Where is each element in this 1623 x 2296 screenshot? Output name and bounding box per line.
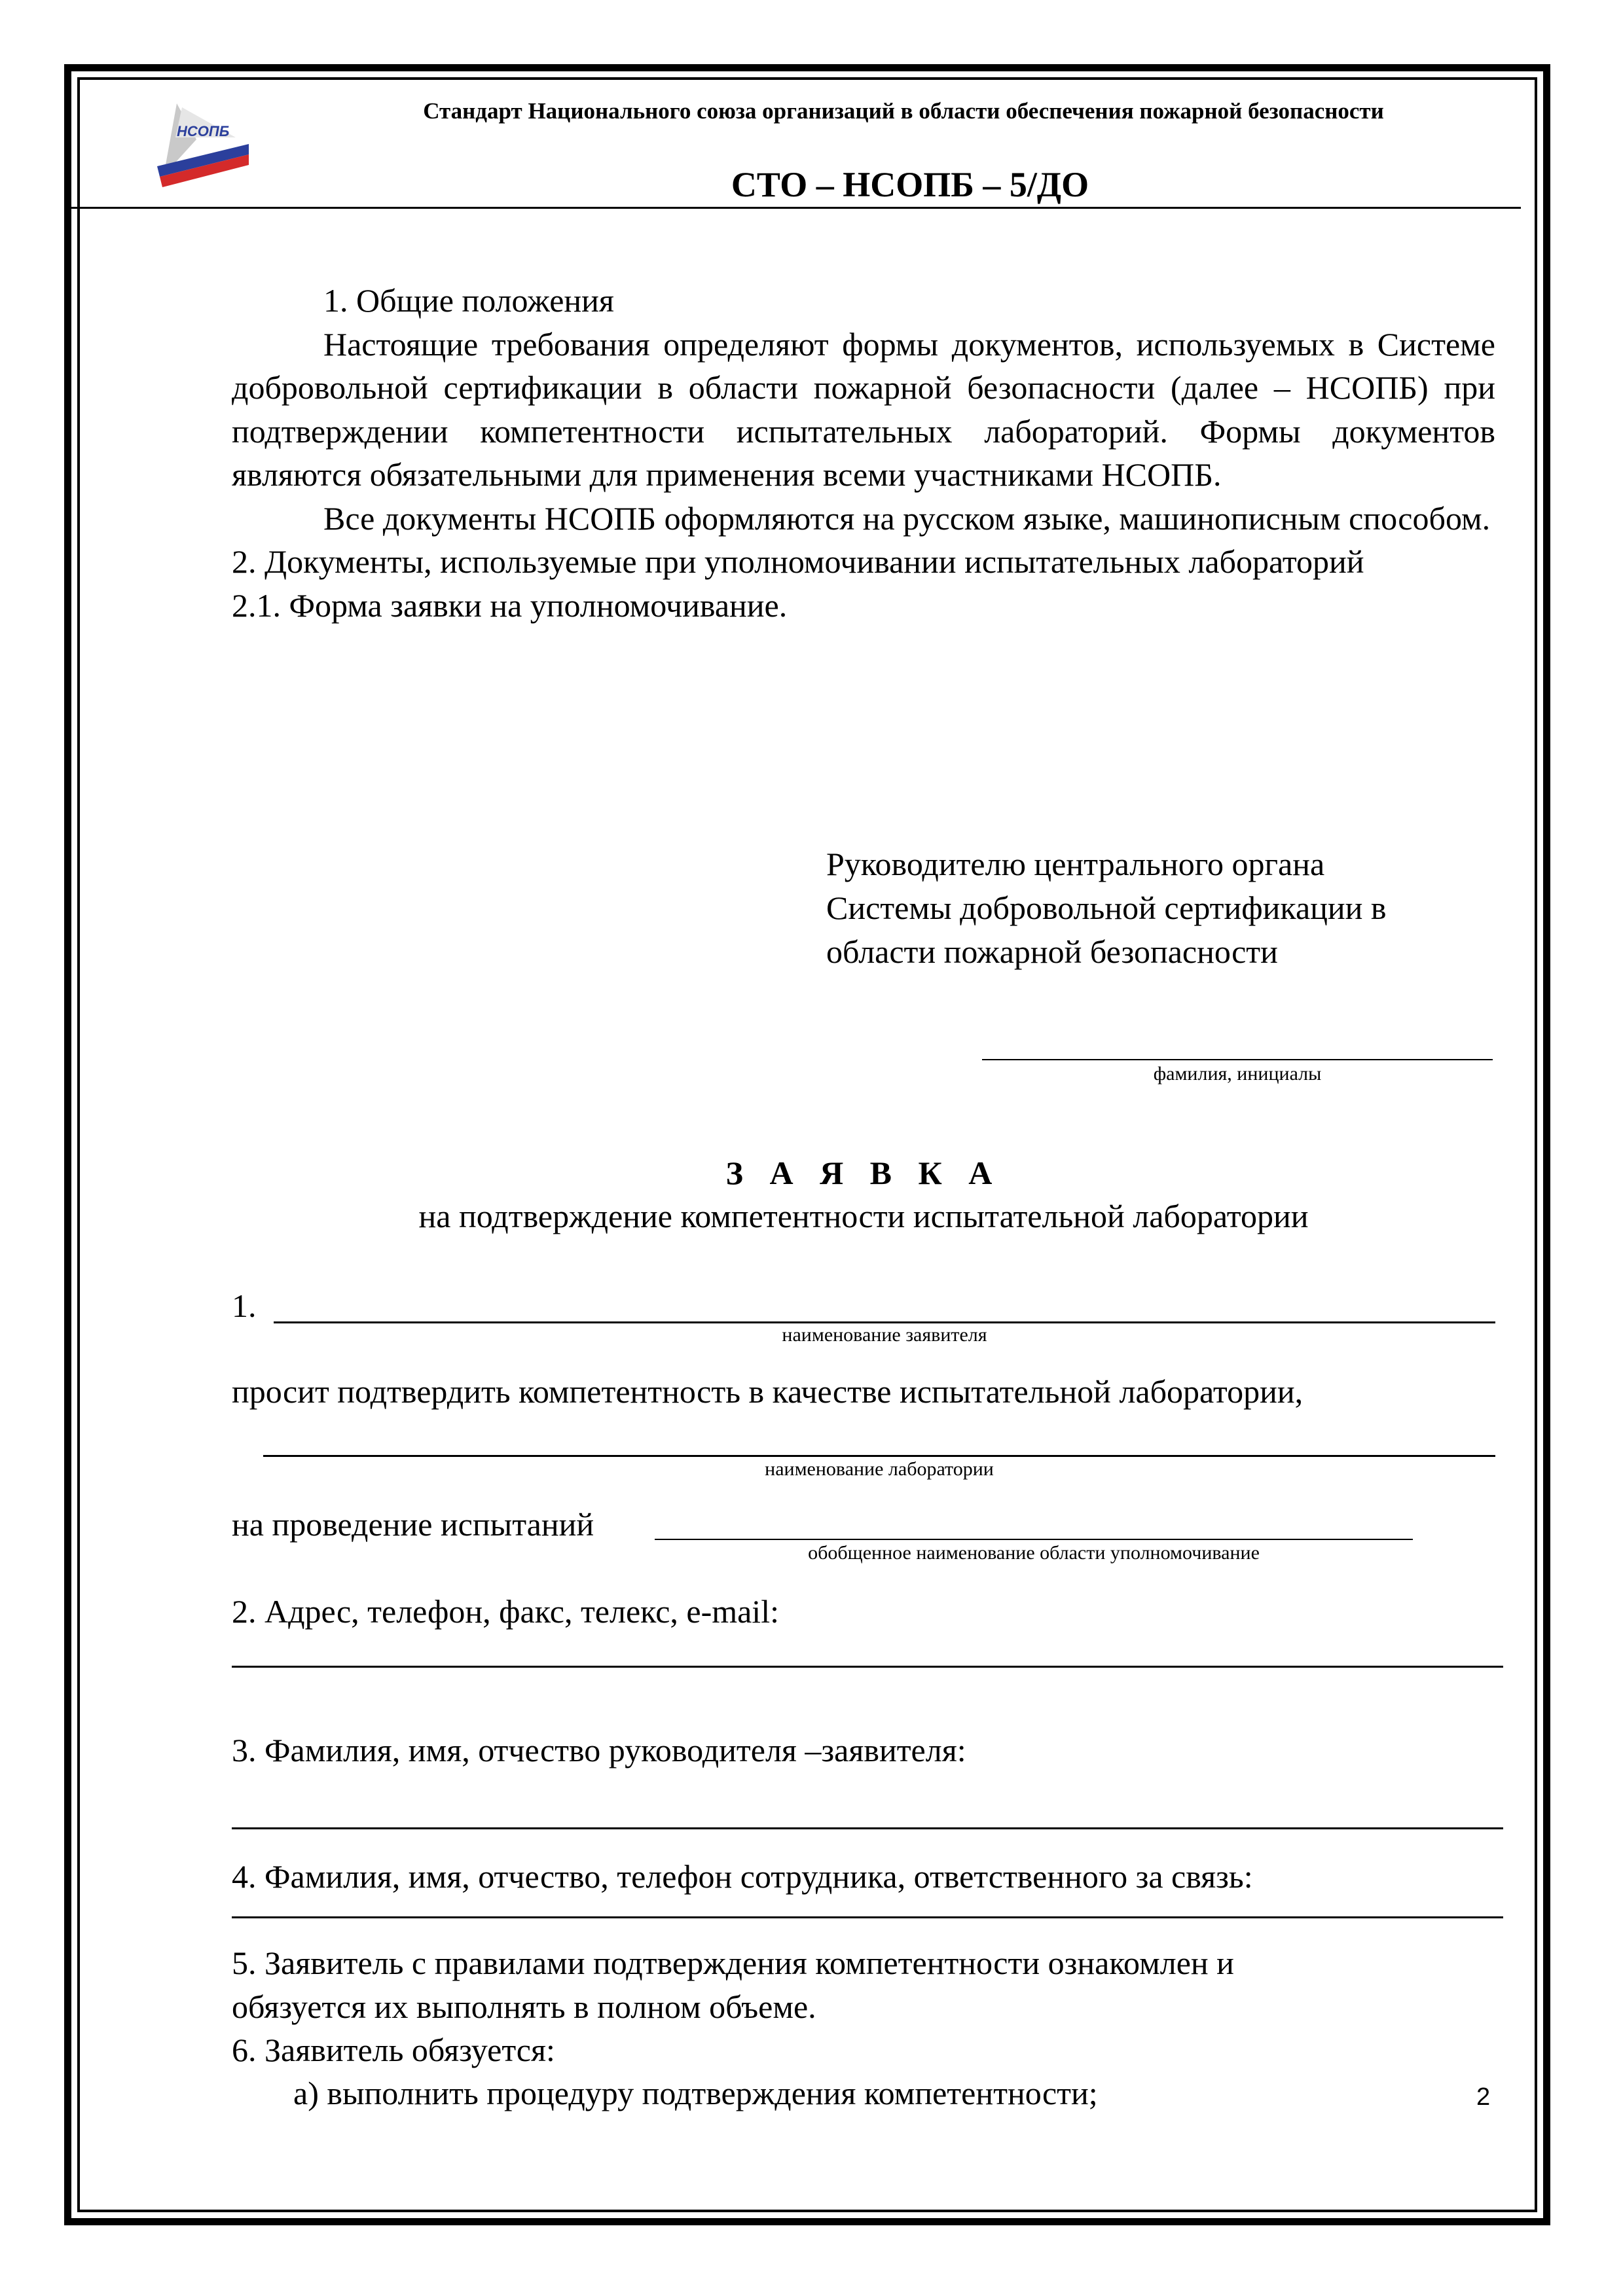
logo-text: НСОПБ <box>177 123 230 139</box>
page-number: 2 <box>1476 2083 1491 2111</box>
address-field[interactable] <box>232 1666 1503 1668</box>
section-heading-2-1: 2.1. Форма заявки на уполномочивание. <box>232 586 788 624</box>
document-code: СТО – НСОПБ – 5/ДО <box>731 165 1089 204</box>
contact-person-field[interactable] <box>232 1916 1503 1918</box>
addressee-line-3: области пожарной безопасности <box>826 933 1278 970</box>
item-5-line-1: 5. Заявитель с правилами подтверждения компетентности ознакомлен и <box>232 1945 1234 1981</box>
general-provisions <box>232 279 1495 627</box>
test-scope-caption: обобщенное наименование области уполномочивание <box>808 1542 1260 1564</box>
addressee-block <box>826 842 1481 974</box>
section-heading-1: 1. Общие положения <box>323 282 614 319</box>
item-6a: а) выполнить процедуру подтверждения компетентности; <box>293 2075 1098 2111</box>
tests-text: на проведение испытаний <box>232 1506 594 1543</box>
item-5-line-2: обязуется их выполнять в полном объеме. <box>232 1988 816 2025</box>
item-2-address: 2. Адрес, телефон, факс, телекс, e-mail: <box>232 1593 779 1630</box>
form-title: З А Я В К А <box>725 1155 1002 1191</box>
standard-header: Стандарт Национального союза организаций в области обеспечения пожарной безопасности <box>423 98 1384 124</box>
applicant-name-caption: наименование заявителя <box>782 1324 987 1346</box>
paragraph-language: Все документы НСОПБ оформляются на русском языке, машинописным способом. <box>323 499 1491 537</box>
request-text: просит подтвердить компетентность в качестве испытательной лаборатории, <box>232 1373 1304 1410</box>
paragraph-requirements: Настоящие требования определяют формы документов, используемых в Системе добровольной сертификации в области пожарной безопасности (далее – НСОПБ) при подтверждении компетентности испытательных лабораторий. Формы документов являются обязательными для применения всеми участниками НСОПБ. <box>232 325 1495 493</box>
nsopb-logo <box>157 103 249 188</box>
addressee-line-2: Системы добровольной сертификации в <box>826 889 1387 926</box>
item-3-director: 3. Фамилия, имя, отчество руководителя –заявителя: <box>232 1732 966 1768</box>
form-subtitle: на подтверждение компетентности испытательной лаборатории <box>418 1198 1309 1234</box>
addressee-name-field[interactable] <box>982 1059 1493 1060</box>
item-4-contact: 4. Фамилия, имя, отчество, телефон сотрудника, ответственного за связь: <box>232 1858 1253 1895</box>
item-6-heading: 6. Заявитель обязуется: <box>232 2032 555 2068</box>
addressee-name-caption: фамилия, инициалы <box>1153 1063 1322 1085</box>
section-heading-2: 2. Документы, используемые при уполномочивании испытательных лабораторий <box>232 543 1364 580</box>
laboratory-name-field[interactable] <box>263 1455 1495 1457</box>
addressee-line-1: Руководителю центрального органа <box>826 846 1325 882</box>
applicant-name-field[interactable] <box>274 1321 1495 1323</box>
director-name-field[interactable] <box>232 1827 1503 1829</box>
test-scope-field[interactable] <box>655 1539 1413 1540</box>
laboratory-name-caption: наименование лаборатории <box>765 1458 994 1480</box>
item-1-number: 1. <box>232 1287 257 1324</box>
header-divider <box>64 207 1521 209</box>
